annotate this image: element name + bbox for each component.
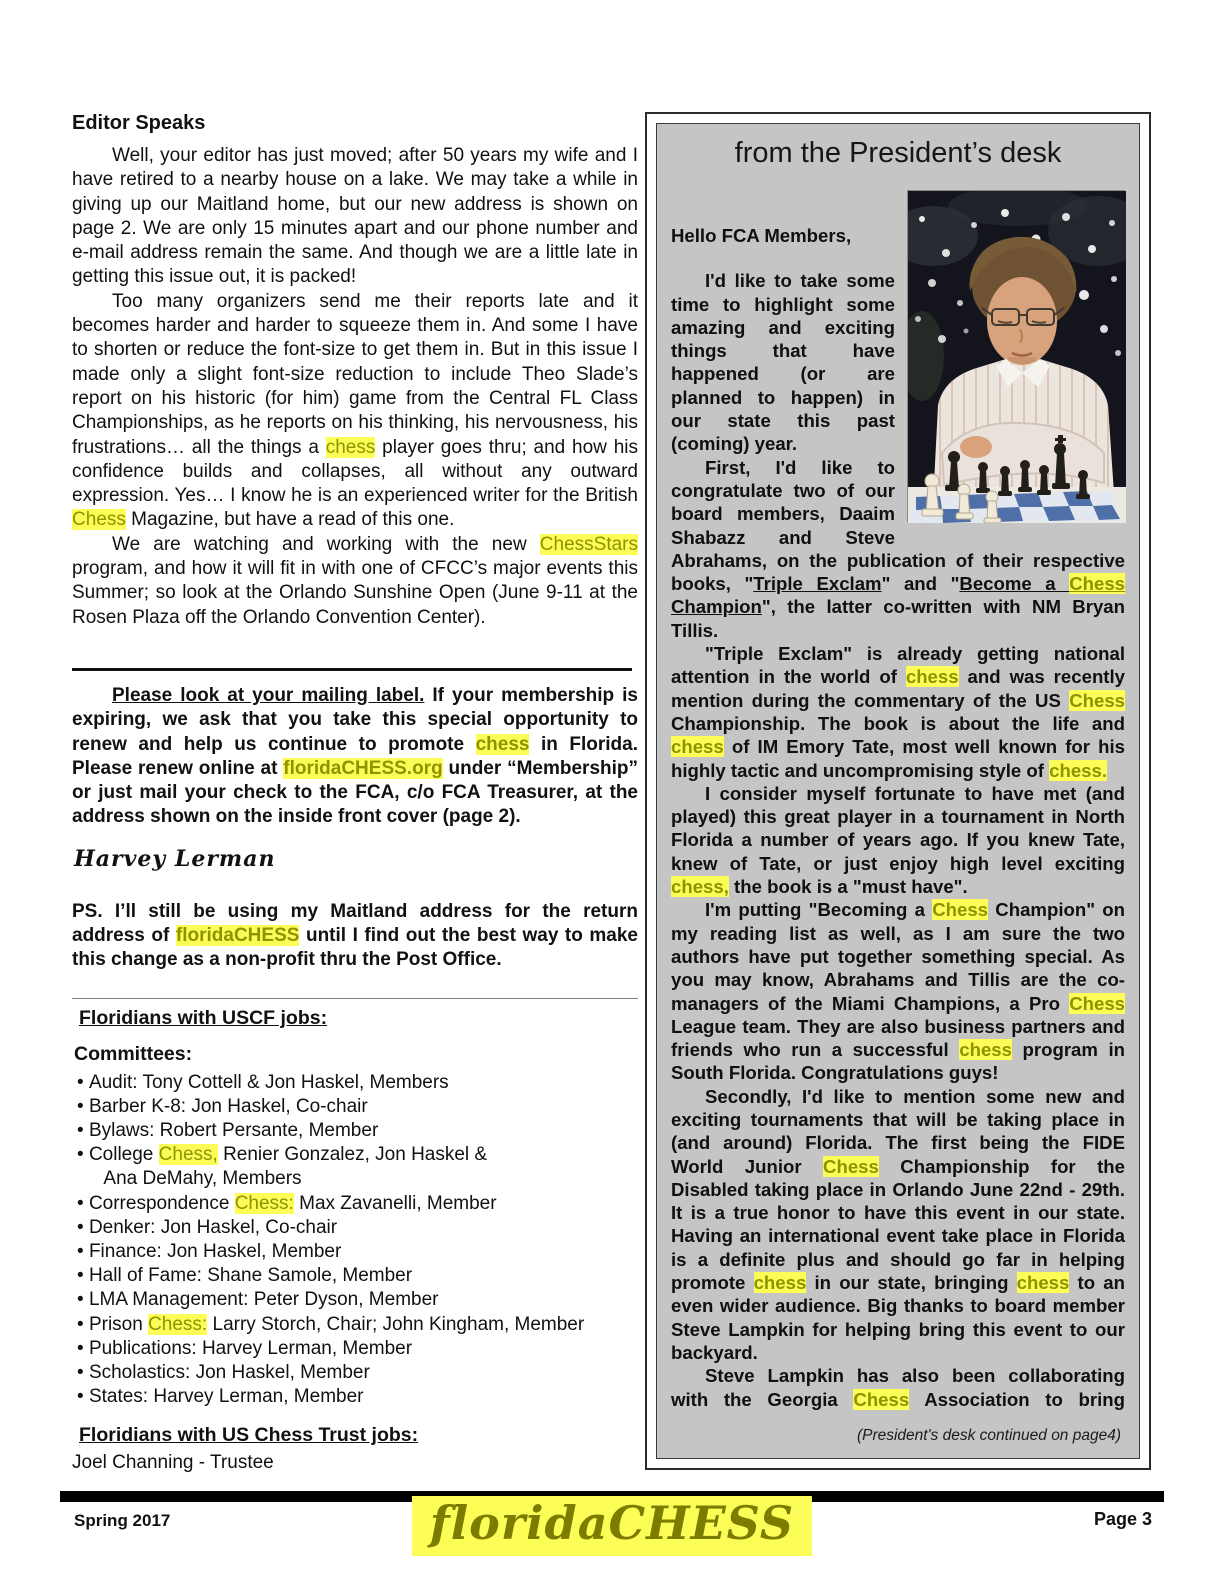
editor-column xyxy=(72,112,638,1476)
editor-paragraph-3: We are watching and working with the new ChessStars program, and how it will fit in with one of CFCC’s major events this Summer; so look at the Orlando Sunshine Open (June 9-11 at the Rosen Plaza off the Orlando Convention Center). xyxy=(72,533,638,628)
editor-speaks-heading: Editor Speaks xyxy=(72,112,206,134)
presidents-desk-inner xyxy=(656,123,1140,1459)
footer-page-number: Page 3 xyxy=(1093,1509,1152,1529)
committee-item: • Audit: Tony Cottell & Jon Haskel, Members xyxy=(77,1071,638,1095)
committee-item: • Barber K-8: Jon Haskel, Co-chair xyxy=(77,1095,638,1119)
presidents-desk-title: from the President’s desk xyxy=(734,137,1062,169)
president-paragraph: Secondly, I'd like to mention some new and exciting tournaments that will be taking place in (and around) Florida. The first being the FIDE World Junior Chess Championship for the Disabled taking place in Orlando June 22nd - 29th. It is a true honor to have this event in our state. Having an international event take place in Florida is a definite plus and should go far in helping promote chess in our state, bringing chess to an even wider audience. Big thanks to board member Steve Lampkin for helping bring this event to our backyard. xyxy=(671,1085,1125,1363)
president-paragraph: Steve Lampkin has also been collaborating with the Georgia Chess Association to bring xyxy=(671,1365,1125,1410)
committee-item: • Hall of Fame: Shane Samole, Member xyxy=(77,1264,638,1288)
president-paragraph: I consider myself fortunate to have met (and played) this great player in a tournament in North Florida a number of years ago. If you knew Tate, knew of Tate, or just enjoy high level exciting chess, the book is a "must have". xyxy=(671,782,1125,898)
uscf-jobs-heading: Floridians with USCF jobs: xyxy=(79,1006,328,1029)
committee-item: • College Chess, Renier Gonzalez, Jon Haskel & Ana DeMahy, Members xyxy=(77,1143,638,1191)
president-paragraph: I'd like to take some time to highlight some amazing and exciting things that have happened (or are planned to happen) in our state this past (coming) year. xyxy=(671,270,895,455)
mailing-label-notice: Please look at your mailing label. If your membership is expiring, we ask that you take this special opportunity to renew and help us continue to promote chess in Florida. Please renew online at floridaCHESS.org under “Membership” or just mail your check to the FCA, c/o FCA Treasurer, at the address shown on the inside front cover (page 2). xyxy=(72,684,639,828)
section-divider-thin xyxy=(72,998,638,999)
trust-member: Joel Channing - Trustee xyxy=(72,1452,274,1474)
presidents-desk-panel xyxy=(645,112,1151,1470)
committee-item: • Finance: Jon Haskel, Member xyxy=(77,1240,638,1264)
committee-item: • Correspondence Chess: Max Zavanelli, Member xyxy=(77,1192,638,1216)
president-greeting: Hello FCA Members, xyxy=(671,225,852,246)
committee-item: • States: Harvey Lerman, Member xyxy=(77,1385,638,1409)
committee-item: • Bylaws: Robert Persante, Member xyxy=(77,1119,638,1143)
continued-note: (President's desk continued on page4) xyxy=(856,1426,1121,1444)
trust-jobs-heading: Floridians with US Chess Trust jobs: xyxy=(79,1424,419,1447)
footer-season: Spring 2017 xyxy=(74,1511,171,1530)
editor-paragraph-1: Well, your editor has just moved; after 50 years my wife and I have retired to a nearby house on a lake. We may take a while in giving up our Maitland home, but our new address is shown on page 2. We are only 15 minutes apart and our phone number and e-mail address remain the same. And though we are a little late in getting this issue out, it is packed! xyxy=(72,145,638,288)
editor-paragraph-2: Too many organizers send me their reports late and it becomes harder and harder to squeeze them in. And some I have to shorten or reduce the font-size to get them in. But in this issue I made only a slight font-size reduction to include Theo Slade’s report on his historic (for him) game from the Central FL Class Championships, as he reports on his thinking, his nervousness, his frustrations… all the things a chess player goes thru; and how his confidence builds and collapses, all without any outward expression. Yes… I know he is an experienced writer for the British Chess Magazine, but have a read of this one. xyxy=(72,290,638,531)
president-paragraph: First, I'd like to congratulate two of our board members, Daaim Shabazz and Steve Abrahams, on the publication of their respective books, "Triple Exclam" and "Become a Chess Champion", the latter co-written with NM Bryan Tillis. xyxy=(671,456,1125,641)
magazine-logo: floridaCHESS xyxy=(412,1496,812,1556)
committee-item: • Publications: Harvey Lerman, Member xyxy=(77,1337,638,1361)
ps-note: PS. I’ll still be using my Maitland address for the return address of floridaCHESS until I find out the best way to make this change as a non-profit thru the Post Office. xyxy=(72,900,638,971)
committee-list xyxy=(72,1071,638,1410)
editor-signature: Harvey Lerman xyxy=(74,845,276,872)
president-photo xyxy=(907,190,1125,522)
committees-heading: Committees: xyxy=(74,1042,193,1065)
president-paragraph: I'm putting "Becoming a Chess Champion" on my reading list as well, as I am sure the two authors have put together something special. As you may know, Abrahams and Tillis are the co-managers of the Miami Champions, a Pro Chess League team. They are also business partners and friends who run a successful chess program in South Florida. Congratulations guys! xyxy=(671,899,1125,1084)
committee-item: • Prison Chess: Larry Storch, Chair; John Kingham, Member xyxy=(77,1313,638,1337)
president-paragraph: "Triple Exclam" is already getting national attention in the world of chess and was recently mention during the commentary of the US Chess Championship. The book is about the life and chess of IM Emory Tate, most well known for his highly tactic and uncompromising style of chess. xyxy=(671,643,1125,781)
committee-item: • Scholastics: Jon Haskel, Member xyxy=(77,1361,638,1385)
committee-item: • LMA Management: Peter Dyson, Member xyxy=(77,1288,638,1312)
committee-item: • Denker: Jon Haskel, Co-chair xyxy=(77,1216,638,1240)
section-divider-heavy xyxy=(72,668,632,671)
chess-player-photo-graphic xyxy=(908,191,1126,523)
